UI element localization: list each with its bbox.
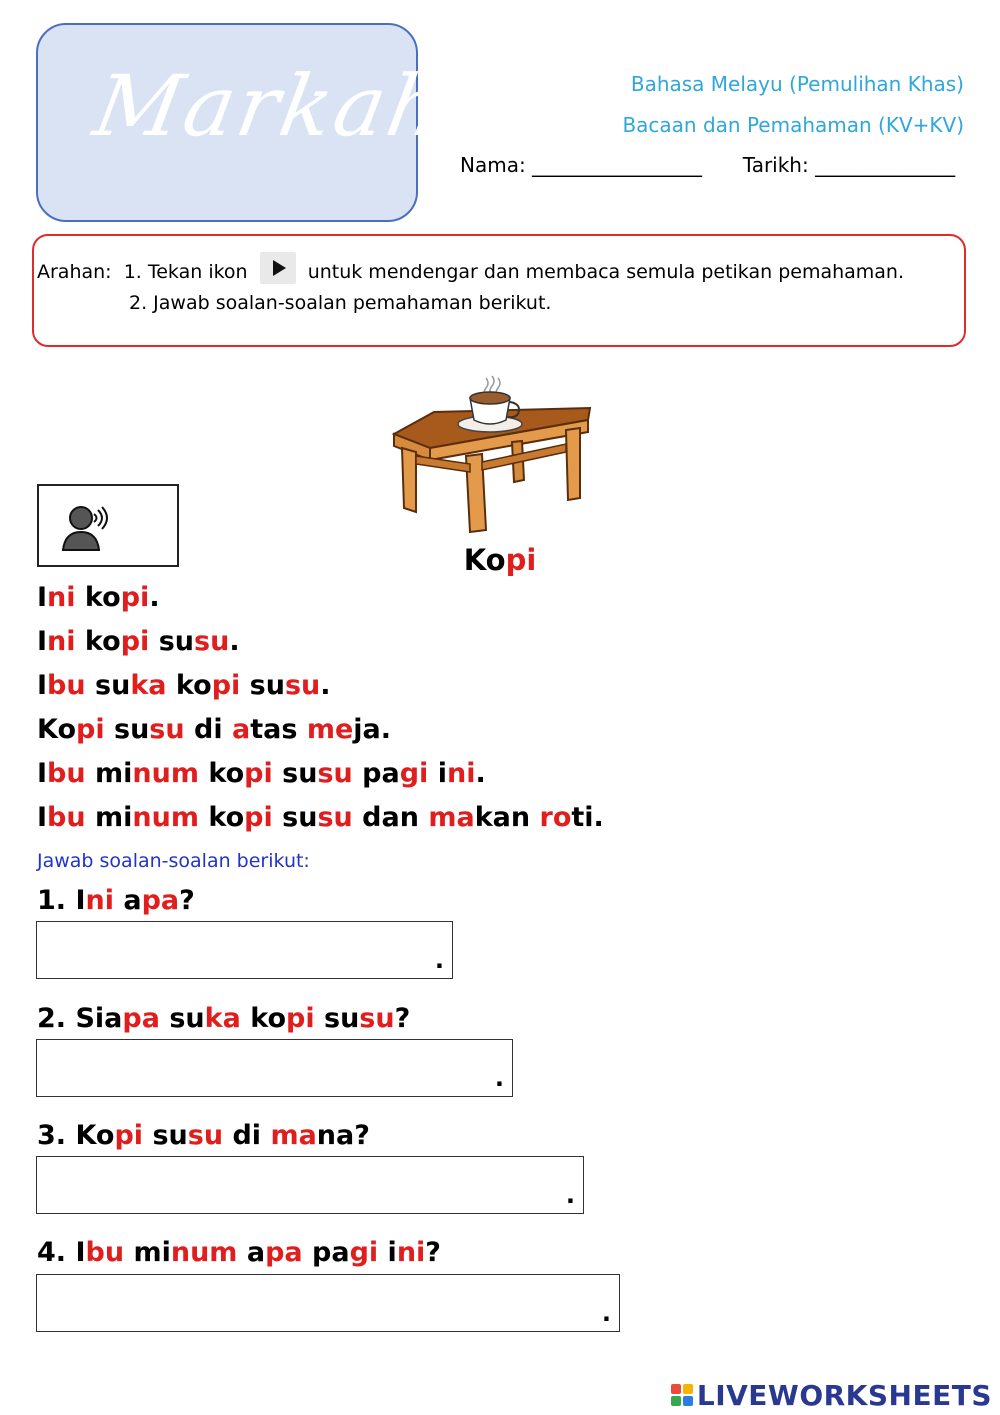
passage-line-4: Kopi susu di atas meja.	[37, 714, 392, 745]
answer-input-1[interactable]	[36, 921, 453, 979]
passage-line-1: Ini kopi.	[37, 582, 160, 613]
brand-blocks-icon	[671, 1384, 693, 1406]
table-coffee-illustration	[390, 372, 600, 537]
name-date-row	[460, 153, 955, 177]
instruction-step-2: 2. Jawab soalan-soalan pemahaman berikut.	[129, 292, 552, 314]
instructions-box	[32, 234, 966, 347]
answer-period: .	[434, 946, 444, 974]
answer-period: .	[494, 1064, 504, 1092]
questions-heading: Jawab soalan-soalan berikut:	[37, 850, 310, 872]
passage-line-3: Ibu suka kopi susu.	[37, 670, 331, 701]
question-2: 2. Siapa suka kopi susu?	[37, 1003, 411, 1034]
brand-name: LIVEWORKSHEETS	[696, 1378, 992, 1412]
question-3: 3. Kopi susu di mana?	[37, 1120, 370, 1151]
question-4: 4. Ibu minum apa pagi ini?	[37, 1237, 441, 1268]
question-1: 1. Ini apa?	[37, 885, 195, 916]
passage-title	[0, 543, 1000, 577]
passage-line-2: Ini kopi susu.	[37, 626, 240, 657]
name-field[interactable]: Nama: _________________	[460, 153, 703, 177]
answer-period: .	[565, 1181, 575, 1209]
liveworksheets-logo	[671, 1378, 992, 1412]
answer-input-2[interactable]	[36, 1039, 513, 1097]
topic-title: Bacaan dan Pemahaman (KV+KV)	[622, 113, 964, 137]
answer-input-4[interactable]	[36, 1274, 620, 1332]
date-field[interactable]: Tarikh: ______________	[742, 153, 956, 177]
passage-line-5: Ibu minum kopi susu pagi ini.	[37, 758, 486, 789]
instruction-step1-after: untuk mendengar dan membaca semula petikan pemahaman.	[307, 261, 905, 283]
score-box	[36, 23, 454, 222]
play-icon	[260, 252, 296, 284]
score-label: Markah	[87, 57, 454, 155]
table-coffee-icon	[390, 372, 600, 537]
instruction-step1-before: 1. Tekan ikon	[123, 261, 248, 283]
instruction-step-1	[37, 252, 904, 284]
answer-input-3[interactable]	[36, 1156, 584, 1214]
passage-line-6: Ibu minum kopi susu dan makan roti.	[37, 802, 604, 833]
passage-title-text: Kopi	[463, 543, 537, 577]
subject-title: Bahasa Melayu (Pemulihan Khas)	[630, 72, 964, 96]
instruction-prefix: Arahan:	[37, 261, 112, 283]
answer-period: .	[601, 1299, 611, 1327]
